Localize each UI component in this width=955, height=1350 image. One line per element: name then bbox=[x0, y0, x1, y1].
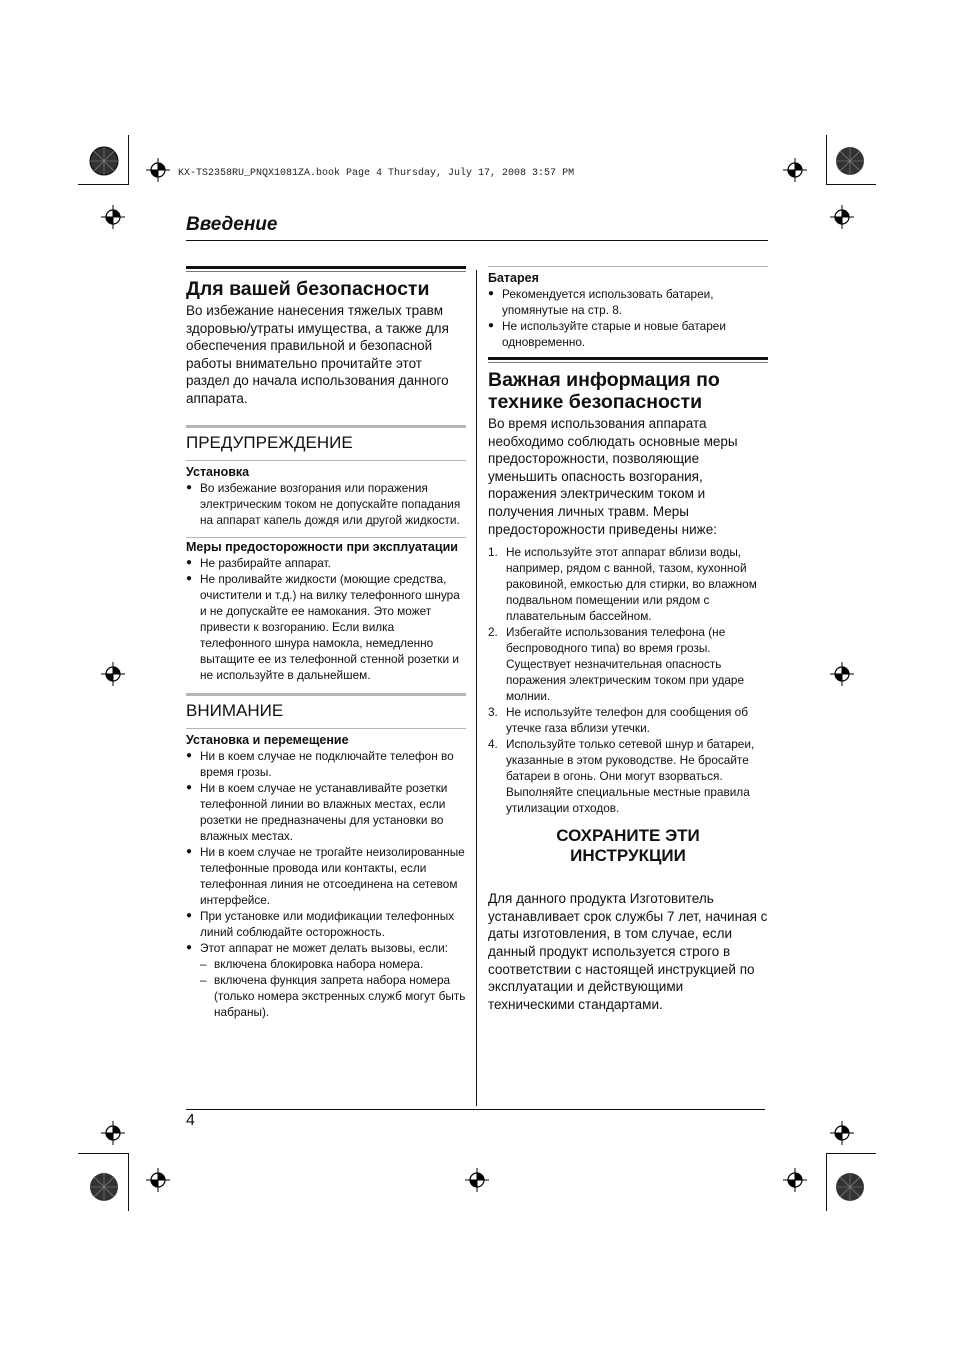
section-title: Введение bbox=[186, 214, 278, 235]
crosshair-mark-icon bbox=[146, 158, 170, 182]
list-item: 3. Не используйте телефон для сообщения об утечке газа вблизи утечки. bbox=[488, 705, 748, 736]
crosshair-mark-icon bbox=[830, 662, 854, 686]
install-move-title: Установка и перемещение bbox=[186, 732, 349, 747]
crosshair-mark-icon bbox=[101, 662, 125, 686]
precautions-list bbox=[488, 544, 768, 816]
bullet-icon: ● bbox=[488, 288, 495, 299]
double-rule-thin bbox=[186, 271, 466, 272]
crosshair-mark-icon bbox=[830, 1121, 854, 1145]
dash-icon: – bbox=[200, 956, 207, 971]
list-item: ● Ни в коем случае не устанавливайте розетки телефонной линии во влажных местах, если розетки не предназначены для установки во влажных местах. bbox=[186, 780, 448, 843]
caution-dash-list bbox=[186, 956, 466, 1020]
list-item: ● Ни в коем случае не подключайте телефон во время грозы. bbox=[186, 748, 454, 779]
list-item: ● Не используйте старые и новые батареи одновременно. bbox=[488, 319, 726, 349]
bullet-icon: ● bbox=[186, 749, 193, 761]
section-rule bbox=[186, 240, 768, 241]
list-item: ● Рекомендуется использовать батареи, упомянутые на стр. 8. bbox=[488, 287, 714, 317]
battery-title: Батарея bbox=[488, 271, 539, 285]
column-divider bbox=[476, 270, 477, 1106]
install-title: Установка bbox=[186, 464, 250, 479]
list-item: 1. Не используйте этот аппарат вблизи воды, например, рядом с ванной, тазом, кухонной раковиной, емкостью для стирки, во влажном подвальном помещении или рядом с плавательным бассейном. bbox=[488, 545, 757, 624]
list-item: 4. Используйте только сетевой шнур и батареи, указанные в этом руководстве. Не бросайте батареи в огонь. Они могут взорваться. Выполняйте специальные местные правила утилизации отходов. bbox=[488, 737, 755, 816]
bullet-icon: ● bbox=[186, 572, 193, 584]
sunburst-mark-icon bbox=[835, 1172, 865, 1202]
bullet-icon: ● bbox=[186, 781, 193, 793]
bullet-icon: ● bbox=[186, 941, 193, 953]
bullet-icon: ● bbox=[186, 481, 193, 493]
crosshair-mark-icon bbox=[101, 205, 125, 229]
dash-icon: – bbox=[200, 972, 207, 987]
list-item: ● Не разбирайте аппарат. bbox=[186, 555, 331, 570]
list-item: – включена блокировка набора номера. bbox=[200, 956, 424, 971]
install-list bbox=[186, 480, 466, 528]
double-rule bbox=[186, 266, 466, 269]
safety-intro: Во избежание нанесения тяжелых травм здоровью/утраты имущества, а также для обеспечения правильной и безопасной работы внимательно прочитайте этот раздел до начала использования данного аппарата. bbox=[186, 303, 449, 406]
warning-heading: ПРЕДУПРЕЖДЕНИЕ bbox=[186, 432, 353, 452]
right-column bbox=[488, 266, 768, 1013]
list-item: ● Ни в коем случае не трогайте неизолированные телефонные провода или контакты, если телефонная линия не отсоединена на сетевом интерфейсе. bbox=[186, 844, 465, 907]
book-info-line: KX-TS2358RU_PNQX1081ZA.book Page 4 Thursday, July 17, 2008 3:57 PM bbox=[178, 168, 575, 179]
safety-title: Для вашей безопасности bbox=[186, 278, 430, 300]
sunburst-mark-icon bbox=[89, 1172, 119, 1202]
list-item: ● Не проливайте жидкости (моющие средства, очистители и т.д.) на вилку телефонного шнура и не допускайте ее намокания. Это может привести к возгоранию. Если вилка телефонного шнура намокла, немедленно вытащите ее из телефонной стенной розетки и не используйте в дальнейшем. bbox=[186, 571, 460, 682]
sunburst-mark-icon bbox=[89, 146, 119, 176]
important-title: Важная информация по технике безопасности bbox=[488, 369, 720, 413]
bullet-icon: ● bbox=[186, 845, 193, 857]
crosshair-mark-icon bbox=[101, 1121, 125, 1145]
double-rule bbox=[488, 357, 768, 360]
list-item: ● Этот аппарат не может делать вызовы, если: bbox=[186, 940, 448, 955]
save-heading-line-1: СОХРАНИТЕ ЭТИ bbox=[556, 826, 700, 846]
bullet-icon: ● bbox=[186, 556, 193, 568]
sunburst-mark-icon bbox=[835, 146, 865, 176]
ops-list bbox=[186, 555, 466, 683]
crosshair-mark-icon bbox=[465, 1168, 489, 1192]
double-rule-thin bbox=[488, 362, 768, 363]
crosshair-mark-icon bbox=[146, 1168, 170, 1192]
ops-title: Меры предосторожности при эксплуатации bbox=[186, 539, 458, 554]
list-item: 2. Избегайте использования телефона (не беспроводного типа) во время грозы. Существует незначительная опасность поражения электрическим током при ударе молнии. bbox=[488, 625, 745, 704]
important-intro: Во время использования аппарата необходимо соблюдать основные меры предосторожности, позволяющие уменьшить опасность возгорания, поражения электрическим током и получения личных травм. Меры предосторожности приведены ниже: bbox=[488, 416, 738, 537]
list-item: ● При установке или модификации телефонных линий соблюдайте осторожность. bbox=[186, 908, 455, 939]
service-life-text: Для данного продукта Изготовитель устанавливает срок службы 7 лет, начиная с даты изготовления, в том случае, если данный продукт используется строго в соответствии с настоящей инструкцией по эксплуатации и действующими техническими стандартами. bbox=[488, 891, 768, 1012]
list-item: – включена функция запрета набора номера (только номера экстренных служб могут быть набраны). bbox=[200, 972, 466, 1019]
crosshair-mark-icon bbox=[783, 158, 807, 182]
caution-list bbox=[186, 748, 466, 956]
caution-heading: ВНИМАНИЕ bbox=[186, 700, 284, 720]
left-column bbox=[186, 266, 466, 1020]
battery-list bbox=[488, 286, 768, 350]
list-item: ● Во избежание возгорания или поражения электрическим током не допускайте попадания на аппарат капель дождя или другой жидкости. bbox=[186, 480, 461, 527]
bullet-icon: ● bbox=[186, 909, 193, 921]
bullet-icon: ● bbox=[488, 320, 495, 331]
footer-rule bbox=[186, 1109, 765, 1110]
page-number: 4 bbox=[186, 1112, 195, 1129]
crosshair-mark-icon bbox=[830, 205, 854, 229]
crosshair-mark-icon bbox=[783, 1168, 807, 1192]
save-heading-line-2: ИНСТРУКЦИИ bbox=[570, 846, 686, 866]
